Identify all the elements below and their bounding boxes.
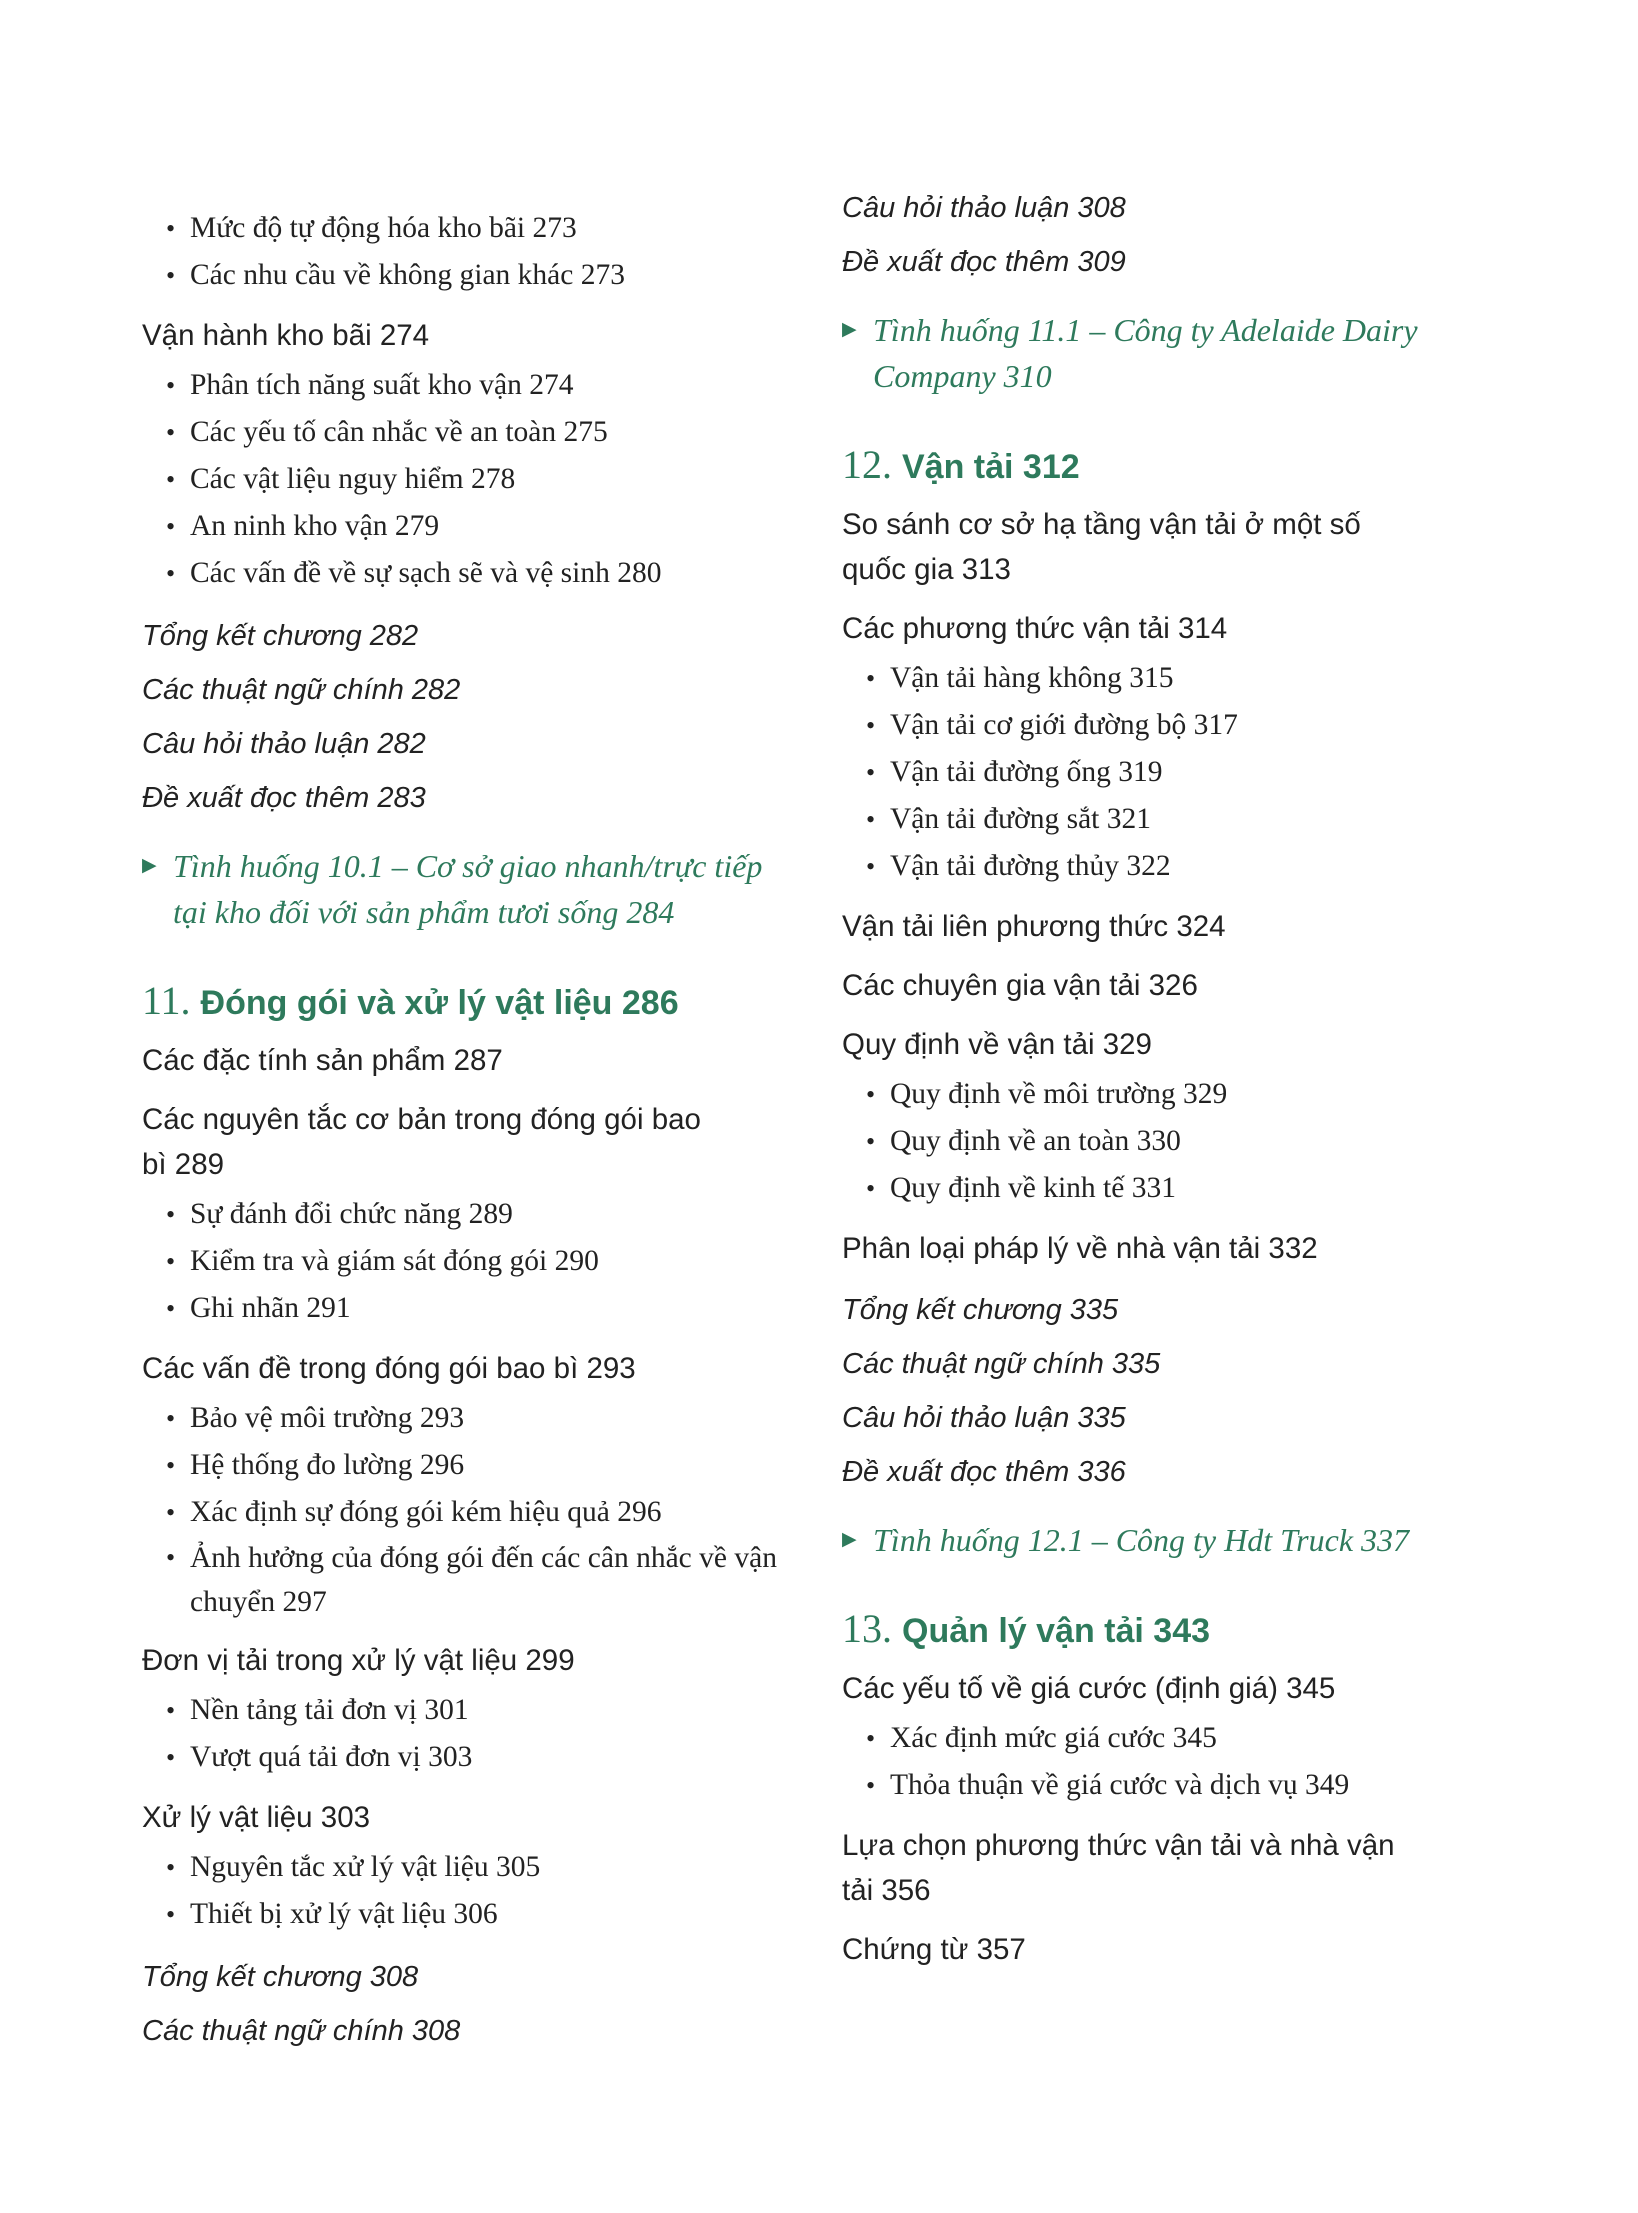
toc-subentry[interactable]: • Thỏa thuận về giá cước và dịch vụ 349 (842, 1762, 1482, 1809)
toc-endmatter[interactable]: Câu hỏi thảo luận 308 (842, 192, 1126, 224)
chapter-number: 11. (142, 978, 191, 1023)
toc-subentry[interactable]: • Xác định sự đóng gói kém hiệu quả 296 (142, 1489, 802, 1536)
toc-section[interactable]: Lựa chọn phương thức vận tải và nhà vận tải 356 (842, 1829, 1395, 1907)
toc-endmatter[interactable]: Câu hỏi thảo luận 282 (142, 728, 426, 760)
toc-section[interactable]: Chứng từ 357 (842, 1933, 1026, 1966)
toc-subentry[interactable]: • Phân tích năng suất kho vận 274 (142, 362, 802, 409)
toc-subentry[interactable]: • Các vấn đề về sự sạch sẽ và vệ sinh 280 (142, 550, 802, 597)
bullet-list (142, 1191, 802, 1332)
toc-endmatter[interactable]: Tổng kết chương 282 (142, 620, 419, 652)
toc-section[interactable]: Quy định về vận tải 329 (842, 1028, 1152, 1061)
toc-subentry[interactable]: • Nền tảng tải đơn vị 301 (142, 1687, 802, 1734)
toc-subentry[interactable]: • Quy định về kinh tế 331 (842, 1165, 1482, 1212)
right-column (842, 192, 1482, 1972)
toc-subentry[interactable]: • Kiểm tra và giám sát đóng gói 290 (142, 1238, 802, 1285)
toc-endmatter[interactable]: Đề xuất đọc thêm 283 (142, 782, 426, 814)
chapter-heading[interactable] (142, 977, 802, 1024)
left-column (142, 205, 802, 2058)
toc-section[interactable]: Các chuyên gia vận tải 326 (842, 969, 1198, 1002)
toc-endmatter[interactable]: Đề xuất đọc thêm 336 (842, 1456, 1126, 1488)
toc-section[interactable]: Các yếu tố về giá cước (định giá) 345 (842, 1672, 1336, 1705)
toc-subentry[interactable]: • Vận tải đường thủy 322 (842, 843, 1482, 890)
toc-section[interactable]: Các nguyên tắc cơ bản trong đóng gói bao bì 289 (142, 1103, 701, 1181)
bullet-list (842, 1071, 1482, 1212)
toc-endmatter[interactable]: Các thuật ngữ chính 282 (142, 674, 461, 706)
toc-subentry[interactable]: • Xác định mức giá cước 345 (842, 1715, 1482, 1762)
toc-subentry[interactable]: • Các nhu cầu về không gian khác 273 (142, 252, 802, 299)
toc-subentry[interactable]: • Các vật liệu nguy hiểm 278 (142, 456, 802, 503)
chapter-heading[interactable] (842, 1605, 1482, 1652)
toc-subentry[interactable]: • Quy định về an toàn 330 (842, 1118, 1482, 1165)
toc-subentry[interactable]: • Ảnh hưởng của đóng gói đến các cân nhắc về vận chuyển 297 (142, 1536, 802, 1624)
chapter-title: Vận tải 312 (902, 448, 1080, 486)
triangle-right-icon: ▶ (842, 319, 857, 340)
triangle-right-icon: ▶ (142, 855, 157, 876)
toc-section[interactable]: Xử lý vật liệu 303 (142, 1801, 371, 1834)
toc-section[interactable]: Vận hành kho bãi 274 (142, 319, 430, 352)
toc-subentry[interactable]: • Vận tải đường sắt 321 (842, 796, 1482, 843)
toc-subentry[interactable]: • Vượt quá tải đơn vị 303 (142, 1734, 802, 1781)
bullet-list (142, 1687, 802, 1781)
toc-subentry[interactable]: • An ninh kho vận 279 (142, 503, 802, 550)
case-study-entry[interactable] (842, 1517, 1482, 1563)
toc-subentry[interactable]: • Sự đánh đổi chức năng 289 (142, 1191, 802, 1238)
toc-section[interactable]: Các phương thức vận tải 314 (842, 612, 1228, 645)
toc-section[interactable]: Các vấn đề trong đóng gói bao bì 293 (142, 1352, 636, 1385)
case-study-entry[interactable] (842, 307, 1473, 399)
toc-subentry[interactable]: • Vận tải hàng không 315 (842, 655, 1482, 702)
toc-section[interactable]: Đơn vị tải trong xử lý vật liệu 299 (142, 1644, 575, 1677)
toc-subentry[interactable]: • Quy định về môi trường 329 (842, 1071, 1482, 1118)
toc-subentry[interactable]: • Các yếu tố cân nhắc về an toàn 275 (142, 409, 802, 456)
toc-subentry[interactable]: • Nguyên tắc xử lý vật liệu 305 (142, 1844, 802, 1891)
toc-subentry[interactable]: • Thiết bị xử lý vật liệu 306 (142, 1891, 802, 1938)
toc-endmatter[interactable]: Các thuật ngữ chính 308 (142, 2015, 461, 2047)
toc-endmatter[interactable]: Các thuật ngữ chính 335 (842, 1348, 1161, 1380)
toc-subentry[interactable]: • Vận tải đường ống 319 (842, 749, 1482, 796)
bullet-list (142, 362, 802, 597)
toc-endmatter[interactable]: Tổng kết chương 308 (142, 1961, 419, 1993)
chapter-title: Đóng gói và xử lý vật liệu 286 (200, 984, 679, 1022)
case-study-title: Tình huống 12.1 – Công ty Hdt Truck 337 (873, 1522, 1410, 1558)
toc-section[interactable]: Phân loại pháp lý về nhà vận tải 332 (842, 1232, 1318, 1265)
chapter-number: 13. (842, 1606, 892, 1651)
toc-section[interactable]: So sánh cơ sở hạ tầng vận tải ở một số quốc gia 313 (842, 508, 1361, 586)
case-study-entry[interactable] (142, 843, 802, 935)
chapter-number: 12. (842, 442, 892, 487)
toc-subentry[interactable]: • Ghi nhãn 291 (142, 1285, 802, 1332)
bullet-list (142, 205, 802, 299)
toc-subentry[interactable]: • Vận tải cơ giới đường bộ 317 (842, 702, 1482, 749)
toc-endmatter[interactable]: Đề xuất đọc thêm 309 (842, 246, 1126, 278)
bullet-list (142, 1395, 802, 1624)
case-study-title: Tình huống 11.1 – Công ty Adelaide Dairy Company 310 (873, 312, 1418, 394)
chapter-title: Quản lý vận tải 343 (902, 1612, 1211, 1650)
toc-section[interactable]: Các đặc tính sản phẩm 287 (142, 1044, 503, 1077)
triangle-right-icon: ▶ (842, 1529, 857, 1550)
toc-subentry[interactable]: • Mức độ tự động hóa kho bãi 273 (142, 205, 802, 252)
bullet-list (842, 655, 1482, 890)
toc-subentry[interactable]: • Hệ thống đo lường 296 (142, 1442, 802, 1489)
toc-subentry[interactable]: • Bảo vệ môi trường 293 (142, 1395, 802, 1442)
case-study-title: Tình huống 10.1 – Cơ sở giao nhanh/trực tiếp tại kho đối với sản phẩm tươi sống 284 (173, 848, 763, 930)
chapter-heading[interactable] (842, 441, 1482, 488)
bullet-list (142, 1844, 802, 1938)
toc-endmatter[interactable]: Tổng kết chương 335 (842, 1294, 1119, 1326)
bullet-list (842, 1715, 1482, 1809)
toc-endmatter[interactable]: Câu hỏi thảo luận 335 (842, 1402, 1126, 1434)
toc-section[interactable]: Vận tải liên phương thức 324 (842, 910, 1226, 943)
